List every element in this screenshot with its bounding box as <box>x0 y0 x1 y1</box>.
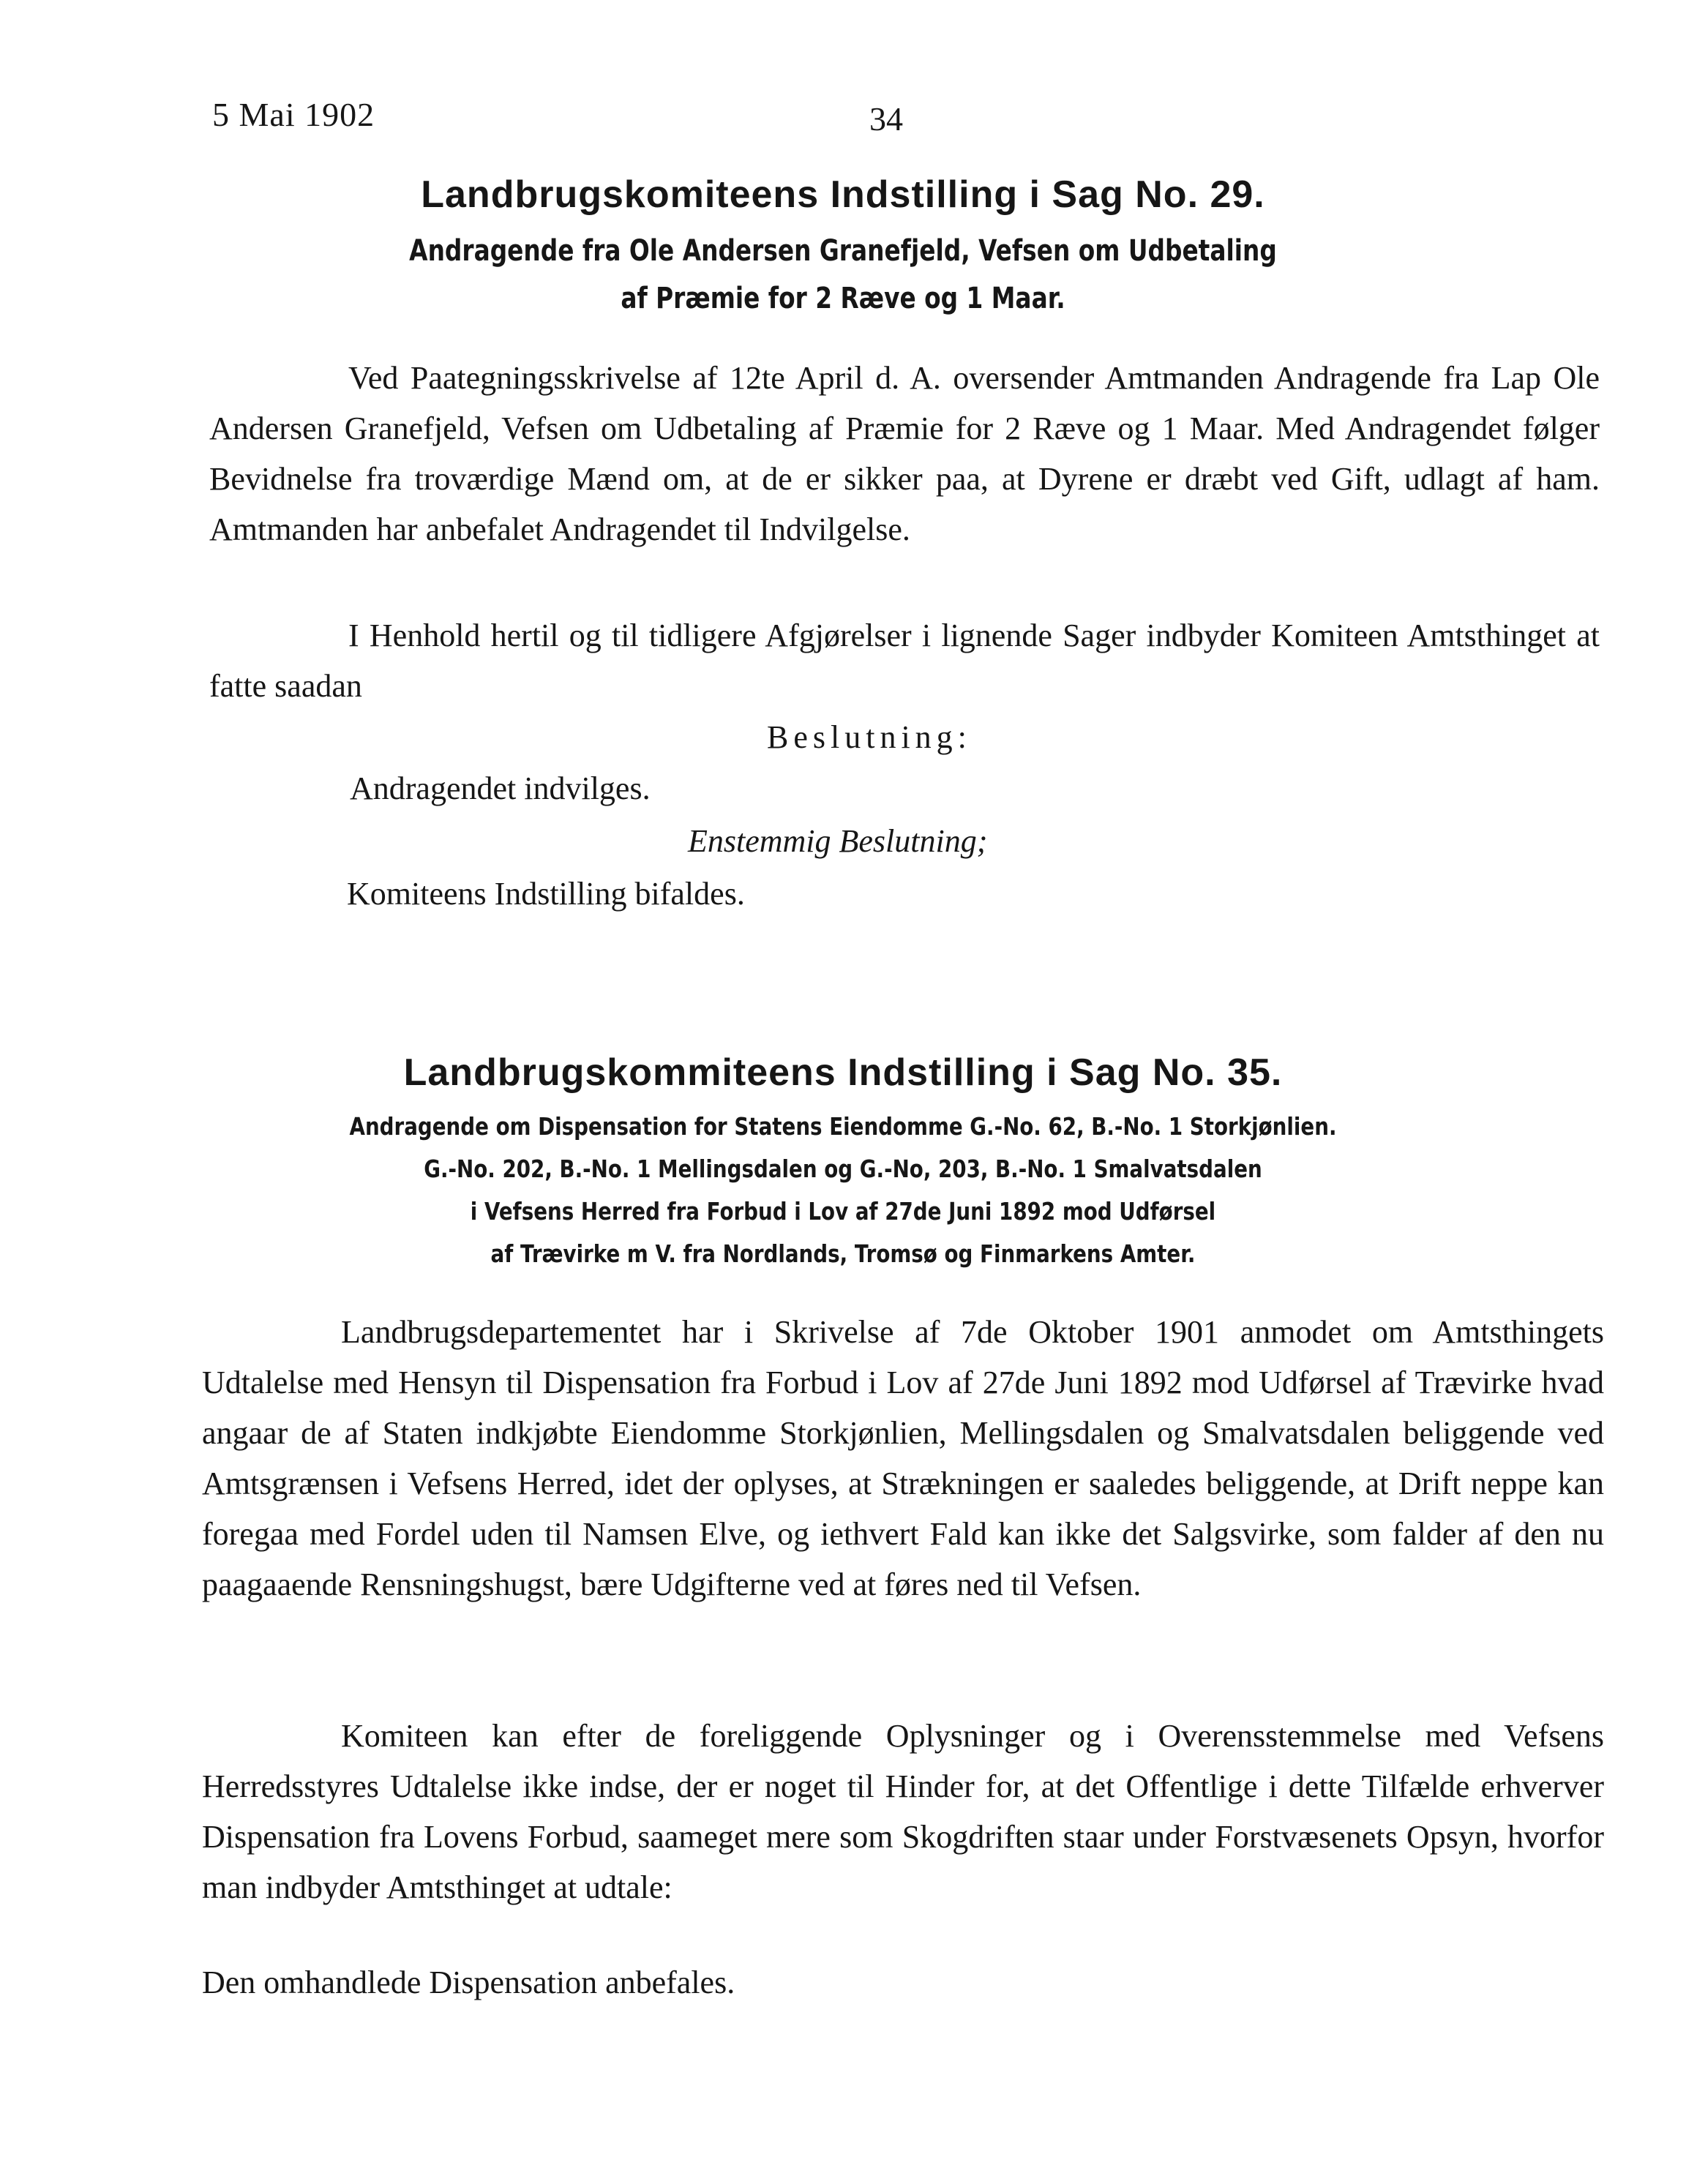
section-1-paragraph-2: I Henhold hertil og til tidligere Afgjørelser i lignende Sager indbyder Komiteen Amtsthinget at fatte saadan <box>209 618 1600 704</box>
header-date: 5 Mai 1902 <box>212 96 375 133</box>
section-2-paragraph-2: Komiteen kan efter de foreliggende Oplysninger og i Overensstemmelse med Vefsens Herredsstyres Udtalelse ikke indse, der er noget til Hinder for, at det Offentlige i dette Tilfælde erhverver Dispensation fra Lovens Forbud, saameget mere som Skogdriften staar under Forstvæsenets Opsyn, hvorfor man indbyder Amtsthinget at udtale: <box>202 1718 1604 1905</box>
section-1-subtitle-line-2: af Præmie for 2 Ræve og 1 Maar. <box>621 282 1065 315</box>
section-2-paragraph-1: Landbrugsdepartementet har i Skrivelse af 7de Oktober 1901 anmodet om Amtsthingets Udtalelse med Hensyn til Dispensation fra Forbud i Lov af 27de Juni 1892 mod Udførsel af Trævirke hvad angaar de af Staten indkjøbte Eiendomme Storkjønlien, Mellingsdalen og Smalvatsdalen beliggende ved Amtsgrænsen i Vefsens Herred, idet der oplyses, at Strækningen er saaledes beliggende, at Drift neppe kan foregaa med Fordel uden til Namsen Elve, og iethvert Fald kan ikke det Salgsvirke, som falder af den nu paagaaende Rensningshugst, bære Udgifterne ved at føres ned til Vefsen. <box>202 1314 1604 1602</box>
section-2-subtitle-line-3: i Vefsens Herred fra Forbud i Lov af 27de Juni 1892 mod Udførsel <box>470 1197 1216 1226</box>
section-2-closing-line: Den omhandlede Dispensation anbefales. <box>202 1965 735 2000</box>
unanimous-resolution-text: Komiteens Indstilling bifaldes. <box>347 876 745 912</box>
unanimous-resolution-heading: Enstemmig Beslutning; <box>688 823 988 859</box>
section-2-title: Landbrugskommiteens Indstilling i Sag No. 35. <box>403 1051 1283 1094</box>
page-number: 34 <box>869 100 903 138</box>
resolution-heading: Beslutning: <box>767 719 972 755</box>
section-2-subtitle-line-2: G.-No. 202, B.-No. 1 Mellingsdalen og G.-No, 203, B.-No. 1 Smalvatsdalen <box>424 1155 1262 1183</box>
section-2-subtitle-line-1: Andragende om Dispensation for Statens Eiendomme G.-No. 62, B.-No. 1 Storkjønlien. <box>349 1112 1337 1141</box>
section-1-title: Landbrugskomiteens Indstilling i Sag No. 29. <box>421 173 1265 216</box>
section-1-paragraph-1: Ved Paategningsskrivelse af 12te April d. A. oversender Amtmanden Andragende fra Lap Ole Andersen Granefjeld, Vefsen om Udbetaling af Præmie for 2 Ræve og 1 Maar. Med Andragendet følger Bevidnelse fra troværdige Mænd om, at de er sikker paa, at Dyrene er dræbt ved Gift, udlagt af ham. Amtmanden har anbefalet Andragendet til Indvilgelse. <box>209 360 1600 547</box>
section-1-subtitle-line-1: Andragende fra Ole Andersen Granefjeld, Vefsen om Udbetaling <box>409 234 1277 268</box>
section-2-subtitle-line-4: af Trævirke m V. fra Nordlands, Tromsø og Finmarkens Amter. <box>490 1239 1196 1268</box>
resolution-text: Andragendet indvilges. <box>350 770 651 806</box>
